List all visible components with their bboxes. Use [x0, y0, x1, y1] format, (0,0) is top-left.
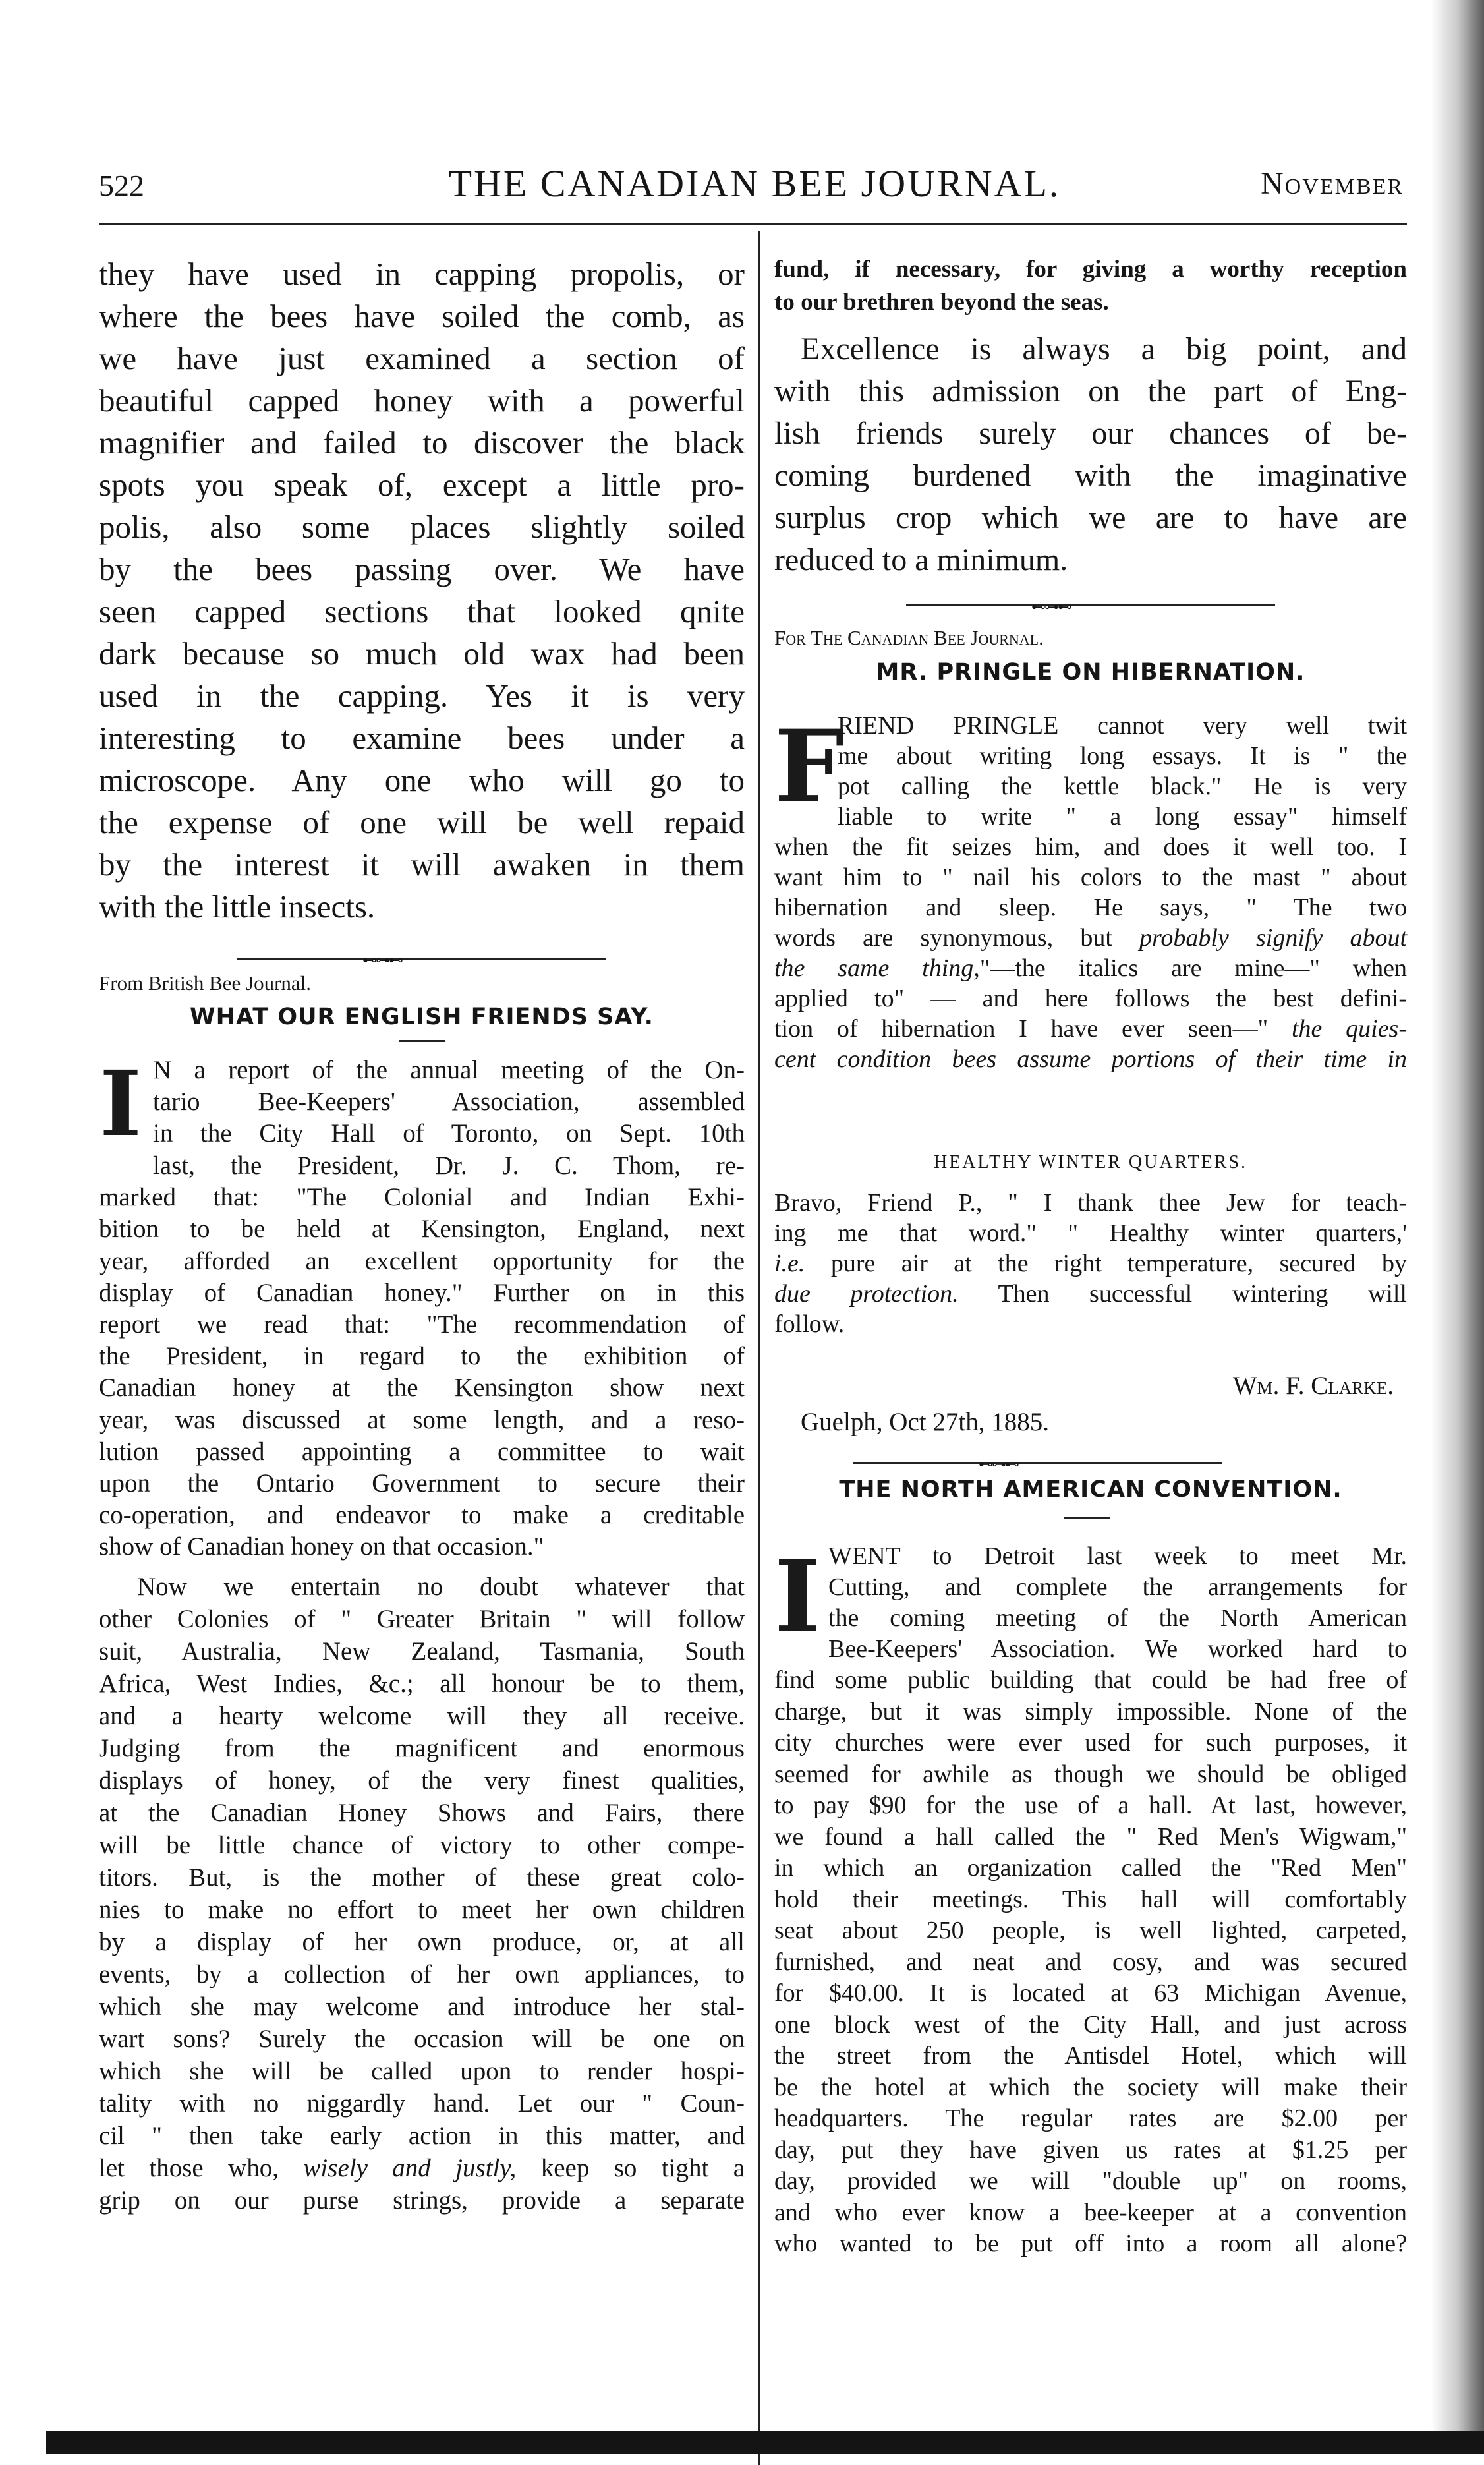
text-line: the expense of one will be well repaid	[99, 804, 745, 840]
text-line: be the hotel at which the society will make their	[774, 2073, 1407, 2101]
text-line: seen capped sections that looked qnite	[99, 593, 745, 629]
pringle-opening	[774, 710, 1407, 832]
binding-shadow	[1431, 0, 1484, 2454]
text-line: marked that: "The Colonial and Indian Exhi-	[99, 1183, 745, 1212]
text-line: Judging from the magnificent and enormous	[99, 1734, 745, 1762]
text-line: fund, if necessary, for giving a worthy reception	[774, 256, 1407, 283]
text-line: headquarters. The regular rates are $2.00 per	[774, 2104, 1407, 2132]
text-line: in the City Hall of Toronto, on Sept. 10th	[153, 1119, 745, 1148]
text-line: and who ever know a bee-keeper at a convention	[774, 2198, 1407, 2226]
text-line: Cutting, and complete the arrangements for	[828, 1573, 1407, 1601]
text-line: year, afforded an excellent opportunity for the	[99, 1246, 745, 1275]
text-span: let those who,	[99, 2154, 304, 2182]
text-line: beautiful capped honey with a powerful	[99, 382, 745, 419]
text-line: want him to " nail his colors to the mast " about	[774, 863, 1407, 891]
text-line: we found a hall called the " Red Men's Wigwam,"	[774, 1822, 1407, 1851]
text-line: will be little chance of victory to other compe-	[99, 1831, 745, 1859]
text-span: tion of hibernation I have ever seen—"	[774, 1015, 1292, 1043]
italic-span: wisely and justly,	[303, 2154, 517, 2182]
text-line: which she may welcome and introduce her stal-	[99, 1992, 745, 2021]
text-line: tario Bee-Keepers' Association, assembled	[153, 1088, 745, 1116]
text-line: show of Canadian honey on that occasion."	[99, 1532, 544, 1561]
header-rule	[99, 223, 1407, 225]
text-line: events, by a collection of her own appliances, to	[99, 1960, 745, 1988]
text-line: other Colonies of " Greater Britain " will follow	[99, 1605, 745, 1633]
italic-span: i.e.	[774, 1250, 805, 1277]
convention-opening	[774, 1541, 1407, 1665]
text-line: seemed for awhile as though we should be obliged	[774, 1760, 1407, 1788]
text-line: to pay $90 for the use of a hall. At last, however,	[774, 1791, 1407, 1819]
text-line: magnifier and failed to discover the black	[99, 424, 745, 461]
text-line: with this admission on the part of Eng-	[774, 374, 1407, 409]
text-line: wart sons? Surely the occasion will be one on	[99, 2025, 745, 2053]
signature: Wm. F. Clarke.	[1232, 1372, 1394, 1400]
text-line: suit, Australia, New Zealand, Tasmania, South	[99, 1637, 745, 1666]
source-credit: For The Canadian Bee Journal.	[774, 626, 1044, 649]
quote-subheading: HEALTHY WINTER QUARTERS.	[933, 1152, 1248, 1173]
ornament-rule	[853, 1456, 1222, 1472]
continuation-paragraph	[774, 253, 1407, 319]
text-line: the President, in regard to the exhibition of	[99, 1342, 745, 1371]
text-line: day, put they have given us rates at $1.25 per	[774, 2135, 1407, 2164]
issue-month: November	[1261, 166, 1404, 201]
article-opening	[99, 1051, 745, 1157]
drop-cap: F	[774, 709, 845, 825]
text-line	[774, 1279, 1407, 1309]
text-line: bition to be held at Kensington, England, next	[99, 1215, 745, 1244]
ornament-icon: ⊷⊶⊷	[1031, 598, 1071, 615]
drop-cap: I	[100, 1051, 142, 1157]
article-heading: WHAT OUR ENGLISH FRIENDS SAY.	[190, 1004, 654, 1030]
text-line: in which an organization called the "Red Men"	[774, 1854, 1407, 1882]
text-line: by the bees passing over. We have	[99, 551, 745, 587]
article-heading: MR. PRINGLE ON HIBERNATION.	[876, 659, 1305, 685]
short-rule	[399, 1040, 445, 1042]
text-span: words are synonymous, but	[774, 924, 1140, 952]
text-line: N a report of the annual meeting of the On-	[153, 1056, 745, 1084]
text-line: Canadian honey at the Kensington show next	[99, 1374, 745, 1403]
text-line: one block west of the City Hall, and just across	[774, 2010, 1407, 2039]
text-line: displays of honey, of the very finest qualities,	[99, 1766, 745, 1795]
text-line: we have just examined a section of	[99, 340, 745, 376]
text-line: with the little insects.	[99, 888, 376, 925]
text-line: co-operation, and endeavor to make a creditable	[99, 1501, 745, 1530]
text-line: display of Canadian honey." Further on in this	[99, 1278, 745, 1307]
text-line	[774, 953, 1407, 983]
text-line: grip on our purse strings, provide a separate	[99, 2186, 745, 2215]
bottom-edge-bar	[46, 2431, 1484, 2454]
italic-span: the same thing,	[774, 954, 980, 982]
pringle-paragraph	[774, 832, 1407, 1074]
text-line: they have used in capping propolis, or	[99, 256, 745, 292]
text-line	[774, 923, 1407, 953]
text-line: tality with no niggardly hand. Let our " Coun-	[99, 2089, 745, 2118]
text-line: at the Canadian Honey Shows and Fairs, there	[99, 1799, 745, 1827]
text-line: microscope. Any one who will go to	[99, 762, 745, 798]
convention-paragraph	[774, 1665, 1407, 2260]
source-credit: From British Bee Journal.	[99, 972, 312, 995]
text-line: polis, also some places slightly soiled	[99, 509, 745, 545]
excellence-paragraph	[774, 328, 1407, 581]
text-line: where the bees have soiled the comb, as	[99, 298, 745, 334]
text-line: Bee-Keepers' Association. We worked hard to	[828, 1635, 1407, 1663]
text-line: seat about 250 people, is well lighted, carpeted,	[774, 1917, 1407, 1944]
text-line: pot calling the kettle black." He is very	[838, 772, 1407, 800]
text-line: nies to make no effort to meet her own children	[99, 1896, 745, 1924]
text-line: by the interest it will awaken in them	[99, 846, 745, 883]
text-line: surplus crop which we are to have are	[774, 500, 1407, 535]
text-line: and a hearty welcome will they all receive.	[99, 1702, 745, 1730]
text-line: day, provided we will "double up" on rooms,	[774, 2167, 1407, 2195]
text-line: Africa, West Indies, &c.; all honour be to them,	[99, 1669, 745, 1698]
text-line	[774, 1044, 1407, 1074]
bravo-paragraph	[774, 1188, 1407, 1339]
text-line: year, was discussed at some length, and a reso-	[99, 1405, 745, 1434]
italic-span: cent condition bees assume portions of their time in	[774, 1045, 1407, 1073]
page-number: 522	[99, 169, 144, 202]
text-line	[774, 1014, 1407, 1044]
text-line: charge, but it was simply impossible. None of the	[774, 1697, 1407, 1726]
text-line: titors. But, is the mother of these great colo-	[99, 1863, 745, 1892]
text-span: "—the italics are mine—" when	[979, 954, 1408, 982]
text-line: upon the Ontario Government to secure their	[99, 1469, 745, 1498]
text-line: WENT to Detroit last week to meet Mr.	[828, 1542, 1407, 1570]
text-line: for $40.00. It is located at 63 Michigan Avenue,	[774, 1979, 1407, 2007]
text-line: coming burdened with the imaginative	[774, 458, 1407, 493]
ornament-rule	[906, 598, 1275, 615]
text-line: used in the capping. Yes it is very	[99, 678, 745, 714]
text-line: Now we entertain no doubt whatever that	[137, 1573, 745, 1601]
text-line: who wanted to be put off into a room all alone?	[774, 2230, 1407, 2257]
text-line: find some public building that could be had free of	[774, 1666, 1407, 1694]
ornament-rule	[237, 952, 606, 968]
dateline: Guelph, Oct 27th, 1885.	[801, 1408, 1049, 1436]
paragraph-1	[99, 1150, 745, 1563]
text-line: reduced to a minimum.	[774, 542, 1068, 577]
text-line: follow.	[774, 1310, 845, 1338]
text-line: spots you speak of, except a little pro-	[99, 467, 745, 503]
journal-title: THE CANADIAN BEE JOURNAL.	[448, 162, 1061, 205]
text-line: interesting to examine bees under a	[99, 720, 745, 756]
text-line: which she will be called upon to render hospi-	[99, 2057, 745, 2085]
column-divider	[758, 231, 760, 2465]
text-line: city churches were ever used for such purposes, it	[774, 1729, 1407, 1756]
short-rule	[1064, 1517, 1110, 1519]
text-line: lish friends surely our chances of be-	[774, 416, 1407, 451]
text-line: the street from the Antisdel Hotel, which will	[774, 2042, 1407, 2070]
page-header	[99, 161, 1410, 214]
text-line	[99, 2152, 745, 2184]
italic-span: the quies-	[1291, 1015, 1408, 1043]
paragraph-2	[99, 1571, 745, 2217]
text-span: pure air at the right temperature, secured by	[805, 1250, 1407, 1277]
text-line: hold their meetings. This hall will comfortably	[774, 1885, 1407, 1913]
text-line: lution passed appointing a committee to wait	[99, 1437, 745, 1466]
text-span: Then successful wintering will	[958, 1280, 1407, 1308]
italic-span: probably signify about	[1139, 924, 1407, 952]
text-line: Excellence is always a big point, and	[801, 332, 1407, 366]
text-line: Bravo, Friend P., " I thank thee Jew for teach-	[774, 1189, 1407, 1217]
text-line: ing me that word." " Healthy winter quarters,'	[774, 1219, 1407, 1247]
text-line: last, the President, Dr. J. C. Thom, re-	[153, 1151, 745, 1180]
text-line: the coming meeting of the North American	[828, 1604, 1407, 1632]
text-line: dark because so much old wax had been	[99, 635, 745, 672]
text-line: me about writing long essays. It is " the	[838, 742, 1407, 770]
drop-cap: I	[774, 1539, 821, 1655]
text-line: furnished, and neat and cosy, and was secured	[774, 1948, 1407, 1976]
text-line: report we read that: "The recommendation of	[99, 1310, 745, 1339]
text-line: to our brethren beyond the seas.	[774, 289, 1109, 316]
text-line: when the fit seizes him, and does it well too. I	[774, 833, 1407, 861]
text-line: hibernation and sleep. He says, " The two	[774, 894, 1407, 921]
text-line: applied to" — and here follows the best defini-	[774, 985, 1407, 1012]
text-line: cil " then take early action in this matter, and	[99, 2122, 745, 2150]
opening-paragraph	[99, 253, 745, 928]
ornament-icon: ⊷⊶⊷	[362, 952, 402, 968]
italic-span: due protection.	[774, 1280, 959, 1308]
ornament-icon: ⊷⊶⊷	[979, 1456, 1018, 1472]
text-line	[774, 1248, 1407, 1279]
text-line: liable to write " a long essay" himself	[838, 803, 1407, 830]
text-line: by a display of her own produce, or, at all	[99, 1928, 745, 1956]
text-line: RIEND PRINGLE cannot very well twit	[838, 712, 1407, 740]
text-span: keep so tight a	[516, 2154, 745, 2182]
article-heading: THE NORTH AMERICAN CONVENTION.	[839, 1476, 1342, 1503]
